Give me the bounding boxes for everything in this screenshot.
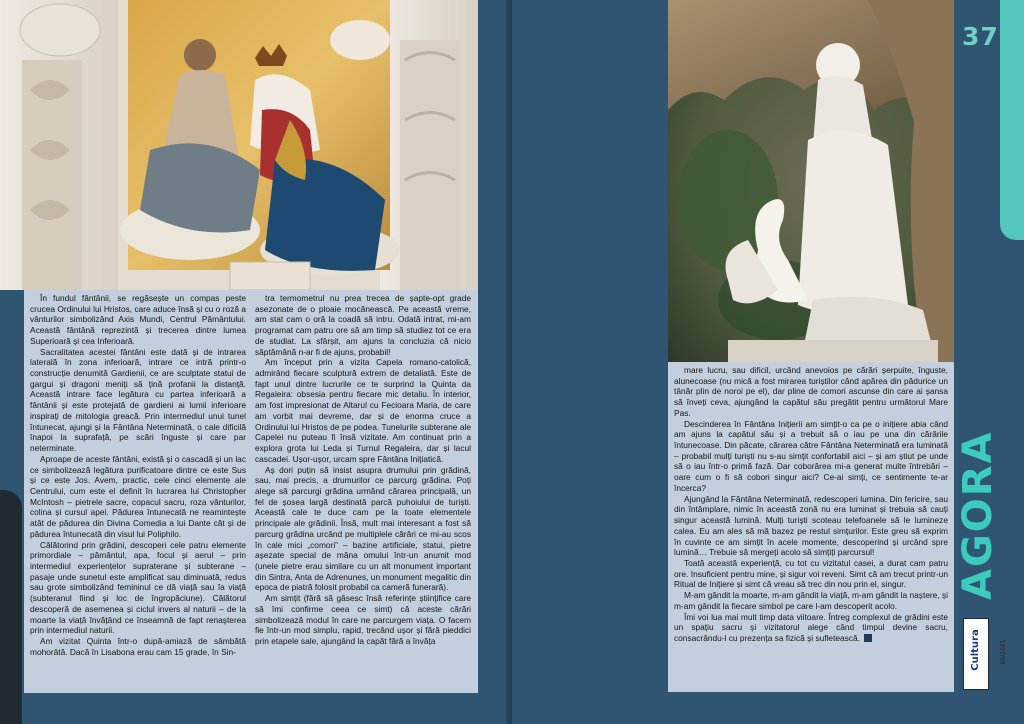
left-column-2 [255, 293, 471, 647]
section-title: AGORA [955, 430, 1001, 600]
paragraph: Descinderea în Fântâna Inițierii am simțit-o ca pe o inițiere abia când am ajuns la capătul său și a trebuit să o iau pe una din cărările întunecoase. Din păcate, cărarea către Fântâna Neterminată era luminată – probabil mulți turiști nu s-au simțit confortabil aici – și am știut pe unde să o iau într-o primă fază. Dar coborârea mi-a generat multe întrebări – oare cum o fi să cobori singur aici? Ce-ai simți, ce sentimente te-ar încerca? [674, 418, 948, 493]
section-tab [1000, 0, 1024, 240]
logo-text: Cultura [970, 629, 981, 671]
left-text-panel [24, 290, 478, 693]
left-column-1 [30, 293, 246, 657]
paragraph: Am vizitat Quinta într-o după-amiază de sâmbătă mohorâtă. Dacă în Lisabona erau cam 15 grade, în Sin- [30, 636, 246, 657]
paragraph: mare lucru, sau dificil, urcând anevoios pe cărări șerpuite, înguste, alunecoase (nu mică a fost mirarea turiștilor când apărea din pădurice un tânăr plin de noroi pe el), dar pline de comori ascunse din care ai șansa să înveți ceva, ajungând la capătul său pregătit pentru următorul Mare Pas. [674, 365, 948, 418]
decorative-dark-shape [0, 490, 22, 724]
paragraph: Aș dori puțin să insist asupra drumului prin grădină, sau, mai precis, a drumurilor ce parcurg grădina. Poți alege să parcurgi grădina urmând cărarea principală, un fel de șosea largă destinată parcă puhoiului de turiști. Această cale te duce cam pe la toate elementele principale ale grădinii. Însă, mult mai interesant a fost să parcurg grădina urcând pe multiplele cărări ce mi-au scos în cale mici „comori” – bazine artificiale, statui, pietre așezate special de mâna omului într-un anumit mod (unele pietre erau similare cu un alt monument important din Sintra, Anta de Adrenunes, un monument megalitic din epoca de piatră folosit probabil ca cameră funerară). [255, 464, 471, 593]
statue-image [668, 0, 954, 362]
fresco-illustration [0, 0, 478, 290]
paragraph: Sacralitatea acestei fântâni este dată și de intrarea laterală în zona inferioară, intrare ce intră printr-o construcție denumită Gardienii, ce are sculptate statui de gargui și dragoni meniți să țină profanii la distanță. Această intrare face legătura cu partea inferioară a fântânii și este protejată de gardieni ai lumii inferioare inspirați de mitologia greacă. Prin intermediul unui tunel întunecat, ajungi și la Fântâna Neterminată, o cale dificilă înapoi la suprafață, pe scări înguste și care par neterminate. [30, 346, 246, 454]
paragraph: tra termometrul nu prea trecea de șapte-opt grade asezonate de o ploaie mocănească. Pe această vreme, am stat cam o oră la coadă să intru. Odată intrat, mi-am programat cam patru ore să am timp să studiez tot ce era de studiat. La sfârșit, am ajuns la concluzia că nicio săptămână n-ar fi de ajuns, probabil! [255, 293, 471, 357]
paragraph: Toată această experiență, cu tot cu vizitatul casei, a durat cam patru ore. Insuficient pentru mine, și sigur voi reveni. Simt că am trecut printr-un Ritual de Inițiere și simt că vreau să trec din nou prin el, singur. [674, 557, 948, 590]
right-text-panel [668, 362, 954, 692]
end-of-article-mark [864, 634, 872, 642]
logo-date: 08/2021 [1000, 639, 1007, 665]
magazine-logo [963, 618, 1007, 690]
paragraph: Îmi voi lua mai mult timp data viitoare. Întreg complexul de grădini este un spațiu sacru și vizitatorul alege când timpul devine sacru, consacrându-l cu prezența sa fizică și sufletească. [674, 611, 948, 643]
right-column [674, 365, 948, 644]
paragraph: Călătorind prin grădini, descoperi cele patru elemente primordiale – pământul, apa, focul și aerul – prin intermediul experiențelor supraterane și subterane – pasaje unde sunetul este amplificat sau diminuată, redus sau grote simbolizând femininul ce dă viață sau îa viață (subteranul fiind și loc de îngropăciune). Călătorul descoperă de asemenea și ciclul invers al naturii – de la moarte la viață învățând ce înseamnă de fapt renașterea prin intermediul naturii. [30, 539, 246, 636]
statue-illustration [668, 0, 954, 362]
paragraph: M-am gândit la moarte, m-am gândit la viață, m-am gândit la naștere, și m-am gândit la fiecare simbol pe care l-am descoperit acolo. [674, 590, 948, 611]
fresco-image [0, 0, 478, 290]
paragraph: Am început prin a vizita Capela romano-catolică, admirând fiecare sculptură extrem de detaliată. Este de fapt unul dintre lucrurile ce te surprind la Quinta da Regaleira: obsesia pentru fiecare mic detaliu. În interior, am fost impresionat de Altarul cu Fecioara Maria, de care am vorbit mai devreme, dar și de enorma cruce a Ordinului lui Hristos de pe podea. Tunelurile subterane ale Capelei nu puteau fi însă vizitate. Am continuat prin a explora grota lui Leda și Turnul Regaleira, dar și lacul cascadei. Ușor-ușor, urcam spre Fântâna Inițiatică. [255, 357, 471, 464]
right-page [512, 0, 1024, 724]
paragraph: Aproape de aceste fântâni, există și o cascadă și un lac ce simbolizează legătura purificatoare dintre ce este Sus și ce este Jos. Avem, practic, cele cinci elemente ale Centrului, cum este el definit în lucrarea lui Christopher McIntosh – pietrele sacre, copacul sacru, roza vânturilor, colina și cursul apei. Pădurea întunecată ne reamintește atât de pădurea din Divina Comedia a lui Dante cât și de pădurea întunecată din visul lui Poliphilo. [30, 453, 246, 539]
page-number: 37 [962, 22, 999, 51]
paragraph: Am simțit (fără să găsesc însă referințe științifice care să îmi confirme ceea ce simt) că aceste cărări simbolizează modul în care ne parcurgem viața. O facem fie într-un mod simplu, rapid, trecând ușor și fără pieddici prin etapele sale, ajungând la capăt fără a învăța [255, 593, 471, 646]
paragraph: Ajungând la Fântâna Neterminată, redescoperi lumina. Din fericire, sau din întâmplare, nimic în această zonă nu era luminat și trebuia să cauți singur această lumină. Mulți turiști scoteau telefoanele să le lumineze calea. Eu am ales să mă bazez pe restul simțurilor. Este greu să exprim în cuvinte ce am simțit în acele momente, descoperind și urcând spre lumină… Trebuie să mergeți acolo să simțiți parcursul! [674, 493, 948, 558]
paragraph: În fundul fântânii, se regăsește un compas peste crucea Ordinului lui Hristos, care aduce însă și cu o roză a vânturilor simbolizând Axis Mundi, Centrul Pământului. Această fântână reprezintă și trecerea dintre lumea Superioară și cea Inferioară. [30, 293, 246, 346]
